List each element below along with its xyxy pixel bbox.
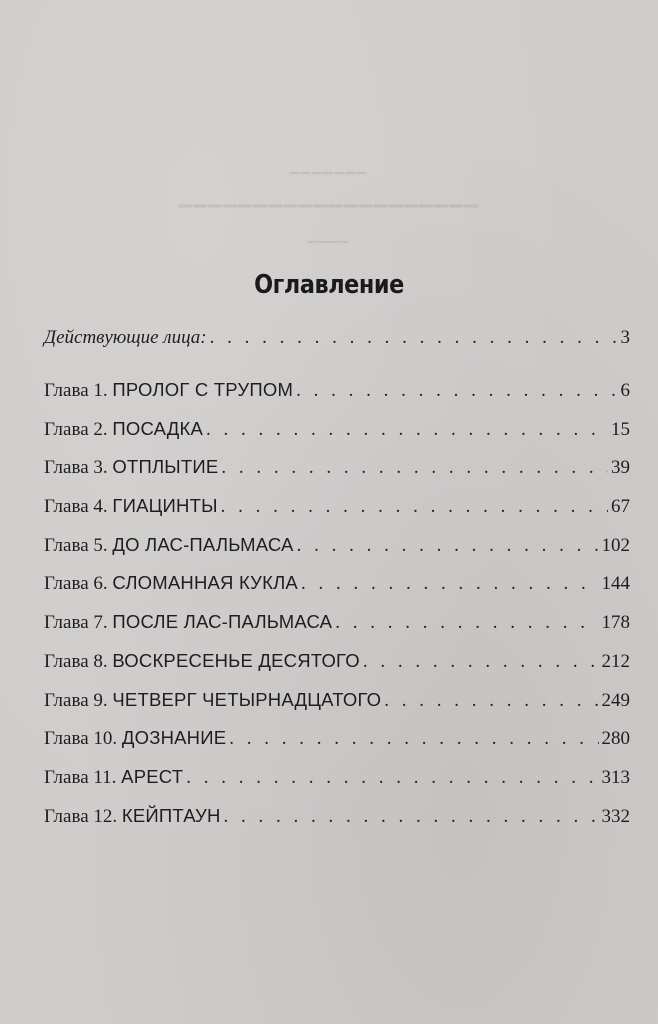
toc-entry-label: Глава 9. ЧЕТВЕРГ ЧЕТЫРНАДЦАТОГО	[44, 688, 382, 711]
toc-entry-label: Глава 12. КЕЙПТАУН	[44, 804, 221, 827]
toc-page-number: 39	[611, 457, 630, 479]
toc-entry-label: Действующие лица:	[44, 327, 207, 348]
toc-leader-dots	[221, 495, 608, 519]
toc-leader-dots	[206, 418, 608, 442]
toc-page-number: 144	[601, 573, 630, 595]
toc-entry-chapter-5[interactable]	[44, 533, 630, 572]
toc-entry-label: Глава 11. АРЕСТ	[44, 765, 184, 788]
toc-page-number: 6	[620, 380, 630, 401]
table-of-contents	[44, 325, 630, 842]
toc-entry-chapter-10[interactable]	[44, 726, 630, 765]
toc-entry-label: Глава 8. ВОСКРЕСЕНЬЕ ДЕСЯТОГО	[44, 649, 360, 672]
toc-leader-dots	[229, 727, 598, 751]
toc-entry-chapter-2[interactable]	[44, 417, 630, 456]
toc-page-number: 280	[601, 728, 630, 750]
toc-page-number: 249	[601, 689, 630, 711]
toc-entry-chapter-4[interactable]	[44, 494, 630, 533]
toc-page-number: 15	[611, 418, 630, 440]
toc-entry-chapter-12[interactable]	[44, 804, 630, 843]
toc-leader-dots	[301, 572, 599, 596]
toc-entry-label: Глава 2. ПОСАДКА	[44, 417, 204, 440]
toc-entry-label: Глава 10. ДОЗНАНИЕ	[44, 727, 227, 750]
toc-leader-dots	[186, 766, 598, 790]
toc-page-number: 178	[601, 612, 630, 634]
toc-leader-dots	[296, 379, 617, 403]
bleed-through-text: ▁▁▁▁▁▁▁▁▁▁▁▁▁▁▁▁▁▁▁▁	[178, 188, 480, 207]
toc-page-number: 67	[611, 496, 630, 518]
toc-entry-chapter-1[interactable]	[44, 378, 630, 417]
bleed-through-text: ▁▁▁▁▁▁▁	[289, 160, 369, 174]
toc-leader-dots	[335, 611, 598, 635]
toc-leader-dots	[363, 650, 599, 674]
toc-page-number: 102	[601, 534, 630, 556]
toc-page-number: 332	[601, 805, 630, 827]
bleed-through-text: ▁▁▁▁	[308, 231, 350, 243]
toc-entry-characters[interactable]	[44, 325, 630, 378]
toc-entry-chapter-6[interactable]	[44, 571, 630, 610]
toc-entry-label: Глава 1. ПРОЛОГ С ТРУПОМ	[44, 379, 294, 401]
toc-entry-label: Глава 4. ГИАЦИНТЫ	[44, 495, 218, 518]
toc-entry-label: Глава 5. ДО ЛАС-ПАЛЬМАСА	[44, 533, 294, 556]
toc-entry-label: Глава 6. СЛОМАННАЯ КУКЛА	[44, 572, 298, 595]
toc-page-number: 313	[601, 766, 630, 788]
toc-entry-chapter-3[interactable]	[44, 455, 630, 494]
toc-entry-chapter-7[interactable]	[44, 610, 630, 649]
toc-entry-label: Глава 3. ОТПЛЫТИЕ	[44, 456, 219, 479]
toc-leader-dots	[297, 534, 599, 558]
toc-page-number: 212	[601, 650, 630, 672]
toc-entry-chapter-9[interactable]	[44, 688, 630, 727]
toc-leader-dots	[384, 689, 598, 713]
toc-leader-dots	[224, 805, 599, 829]
toc-entry-label: Глава 7. ПОСЛЕ ЛАС-ПАЛЬМАСА	[44, 611, 333, 634]
toc-entry-chapter-8[interactable]	[44, 649, 630, 688]
toc-leader-dots	[210, 326, 618, 350]
page-title: Оглавление	[254, 270, 404, 300]
toc-leader-dots	[221, 456, 608, 480]
toc-page-number: 3	[620, 327, 630, 348]
toc-entry-chapter-11[interactable]	[44, 765, 630, 804]
